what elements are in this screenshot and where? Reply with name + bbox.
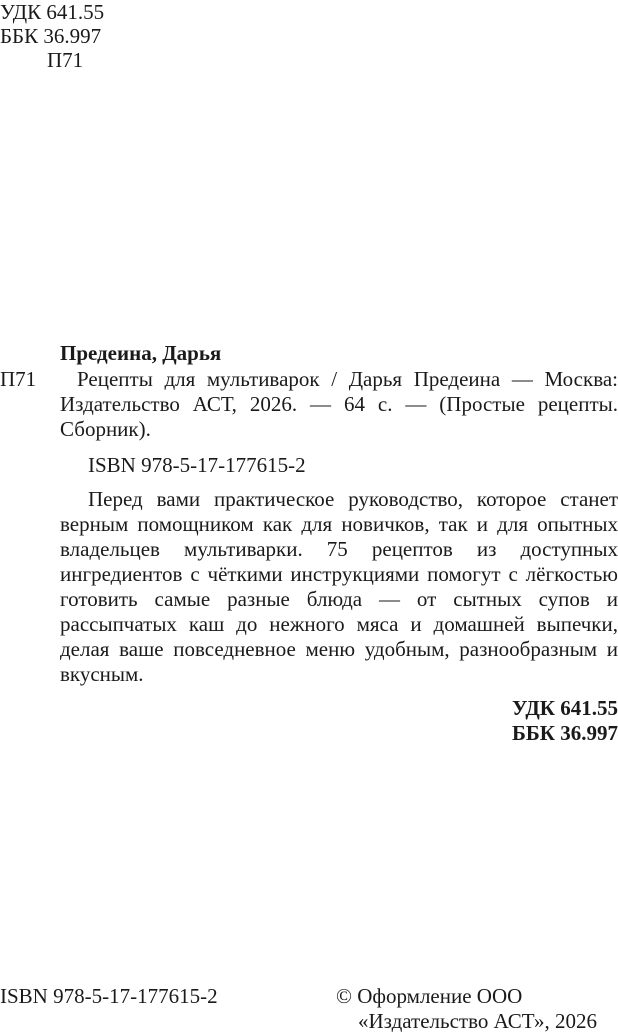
bibliographic-description: Рецепты для мультиварок / Дарья Предеина — Москва: Издательство АСТ, 2026. — 64 с. — (Простые рецепты. Сборник).: [60, 367, 618, 441]
author-sign-label: П71: [0, 367, 37, 391]
bbk-code: ББК 36.997: [0, 24, 102, 48]
copyright-line-2: «Издательство АСТ», 2026: [358, 1009, 598, 1033]
bbk-code-bold: ББК 36.997: [512, 721, 618, 745]
udk-code-bold: УДК 641.55: [512, 696, 618, 720]
isbn-line: ISBN 978-5-17-177615-2: [88, 453, 306, 477]
copyright-line-1: © Оформление ООО: [336, 984, 523, 1008]
classification-codes: [0, 0, 104, 72]
udk-code: УДК 641.55: [0, 0, 105, 24]
author-sign: П71: [47, 48, 84, 72]
footer-isbn: ISBN 978-5-17-177615-2: [0, 984, 218, 1008]
copyright-notice: [336, 984, 597, 1034]
annotation-paragraph: Перед вами практическое руководство, которое станет верным помощником как для новичков, так и для опытных владельцев мультиварки. 75 рецептов из доступных ингредиентов с чёткими инструкциями помогут с лёгкостью готовить самые разные блюда — от сытных супов и рассыпчатых каш до нежного мяса и домашней выпечки, делая ваше повседневное меню удобным, разнообразным и вкусным.: [60, 487, 618, 686]
classification-codes-bold: [512, 696, 618, 746]
author-heading: Предеина, Дарья: [60, 341, 222, 365]
